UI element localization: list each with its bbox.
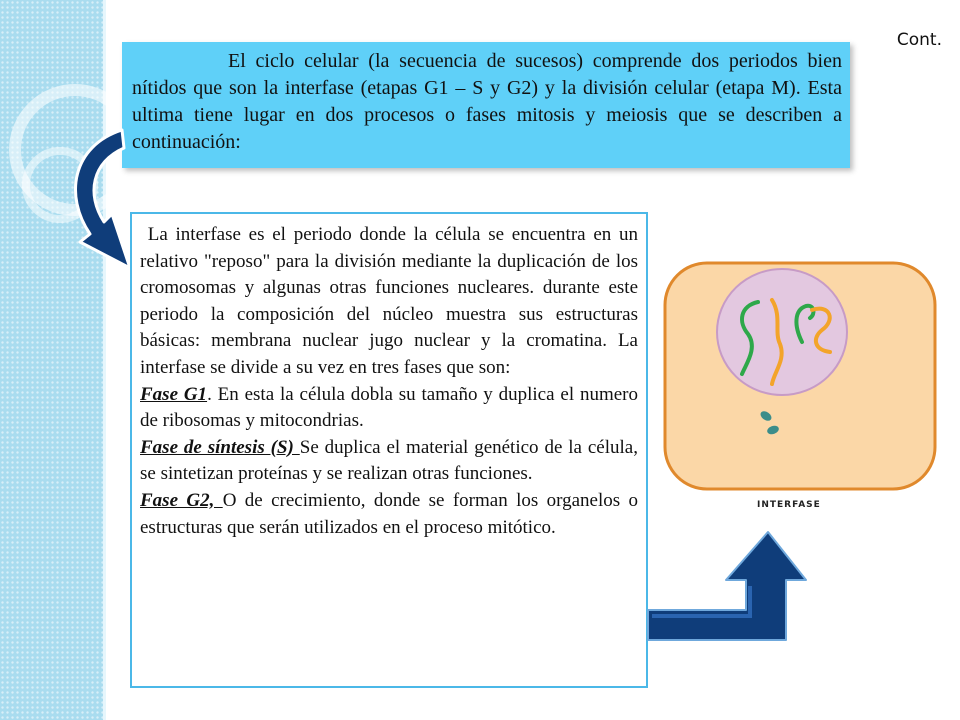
phase-g1-name: Fase G1 [140,383,208,405]
interphase-intro [140,222,638,382]
block-arrow-body [648,532,806,640]
phase-g1-text: En esta la célula dobla su tamaño y duplica el numero de ribosomas y mitocondrias. [140,383,638,432]
continuation-label: Cont. [896,30,942,50]
phase-g2-name: Fase G2, [140,489,223,511]
interphase-intro-text: La interfase es el periodo donde la célula se encuentra en un relativo "reposo" para la división mediante la duplicación de los cromosomas y algunas otras funciones nucleares. durante este periodo la composición del núcleo muestra sus estructuras básicas: membrana nuclear jugo nuclear y la cromatina. La interfase se divide a su vez en tres fases que son: [140,224,639,378]
phase-s-name: Fase de síntesis (S) [140,436,300,458]
figure-caption: INTERFASE [757,500,821,510]
phase-g2 [140,488,638,541]
phase-g2-text: O de crecimiento, donde se forman los organelos o estructuras que serán utilizados en el proceso mitótico. [140,489,638,538]
phase-g1 [140,382,638,435]
nucleus [717,269,847,395]
phase-s [140,435,638,488]
phase-s-text: Se duplica el material genético de la célula, se sintetizan proteínas y se realizan otras funciones. [140,436,638,485]
curved-arrow-body [76,130,130,268]
intro-text: El ciclo celular (la secuencia de sucesos) comprende dos periodos bien nítidos que son la interfase (etapas G1 – S y G2) y la división celular (etapa M). Esta ultima tiene lugar en dos procesos o fases mitosis y meiosis que se describen a continuación: [132,50,842,153]
phase-g1-punct: . [207,383,212,405]
interphase-text-box [130,212,648,688]
interphase-cell-illustration [662,260,938,492]
intro-text-box [122,42,850,168]
block-arrow-icon [646,528,808,644]
